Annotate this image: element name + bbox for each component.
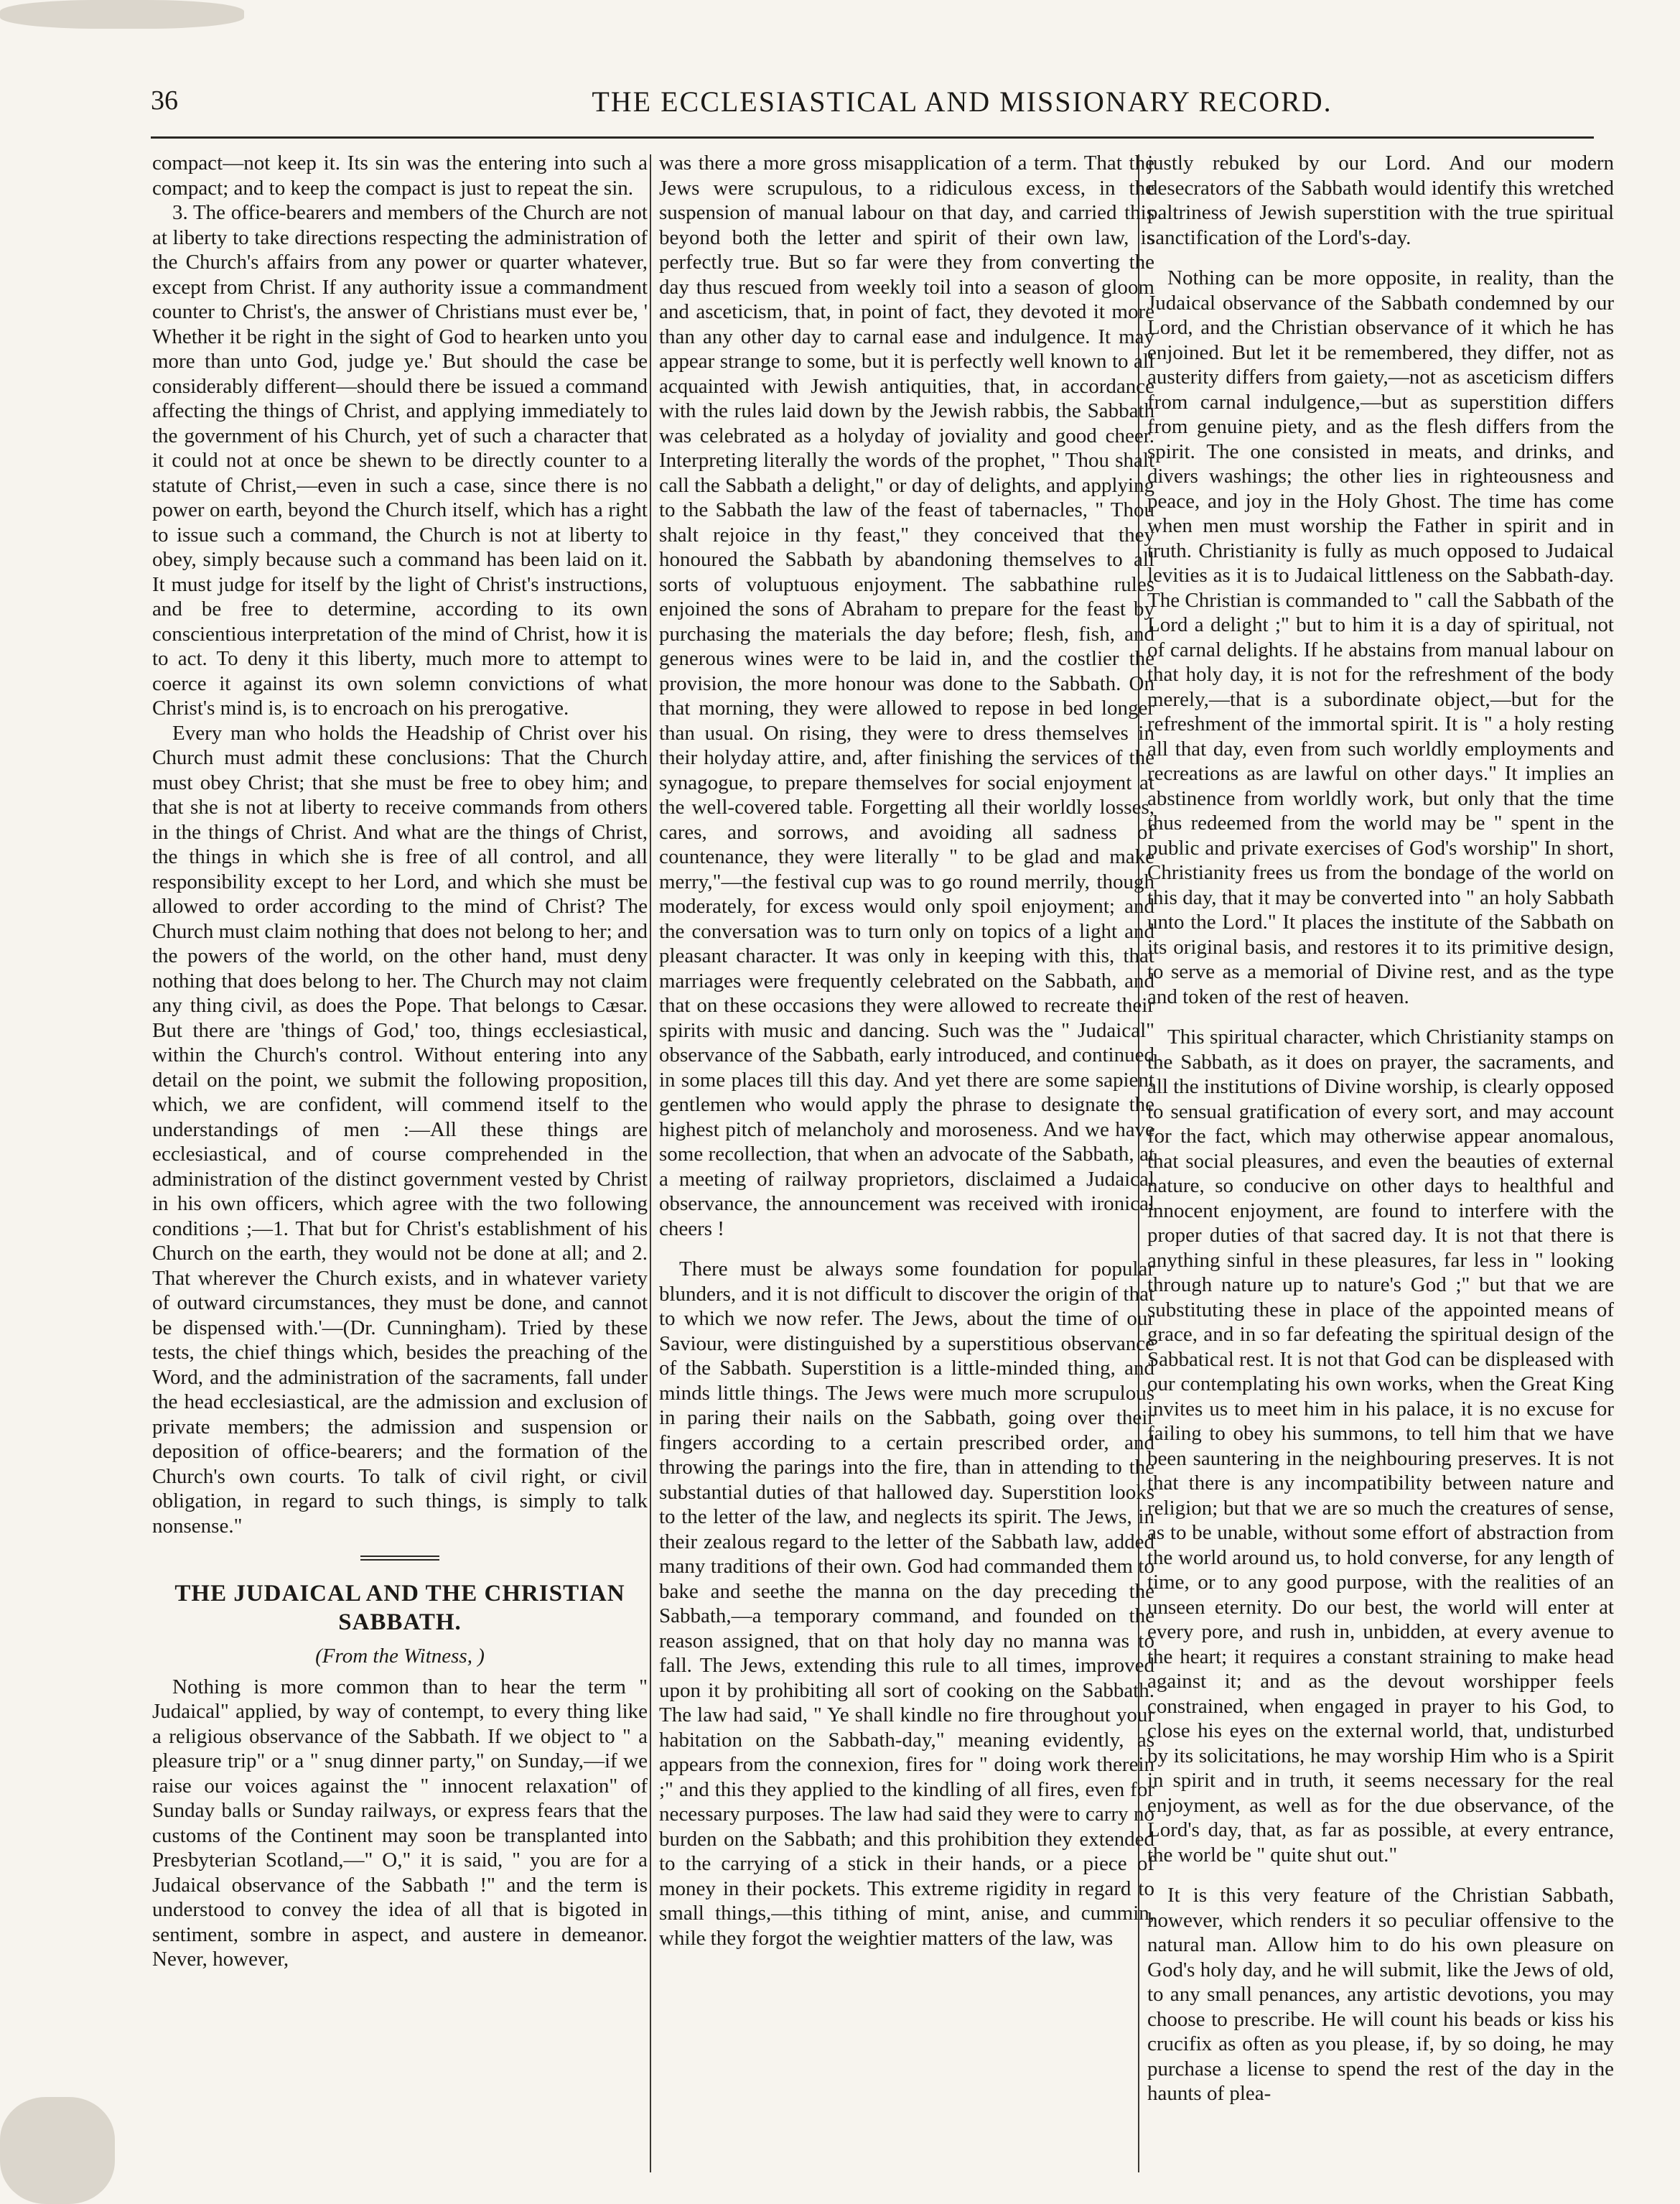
paragraph: 3. The office-bearers and members of the Church are not at liberty to take directions respecting the administration of the Church's affairs from any power or quarter whatever, except from Christ. If any authority issue a commandment counter to Christ's, the answer of Christians must ever be, ' Whether it be right in the sight of God to hearken unto you more than unto God, judge ye.' But should the case be considerably different—should there be issued a command affecting the things of Christ, and applying immediately to the government of his Church, yet of such a character that it could not at once be shewn to be directly counter to a statute of Christ,—even in such a case, since there is no power on earth, beyond the Church itself, which has a right to issue such a command, the Church is not at liberty to obey, simply because such a command has been laid on it. It must judge for itself by the light of Christ's instructions, and be free to determine, according to its own conscientious interpretation of the mind of Christ, how it is to act. To deny it this liberty, much more to attempt to coerce it against its own solemn convictions of what Christ's mind is, is to encroach on his prerogative. — [152, 201, 648, 720]
page-header — [151, 85, 1587, 128]
page-number: 36 — [151, 85, 178, 116]
column-divider — [650, 154, 651, 2172]
column-1 — [152, 151, 648, 2180]
column-3 — [1147, 151, 1614, 2180]
paragraph-gap — [1147, 1009, 1614, 1025]
section-divider — [360, 1556, 439, 1561]
paragraph-gap — [1147, 250, 1614, 266]
paragraph-gap — [659, 1241, 1154, 1257]
paragraph: was there a more gross misapplication of a term. That the Jews were scrupulous, to a ridiculous excess, in the suspension of manual labour on that day, and carried this beyond both the letter and spirit of their own law, is perfectly true. But so far were they from converting the day thus rescued from weekly toil into a season of gloom and asceticism, that, in point of fact, they devoted it more than any other day to carnal ease and indulgence. It may appear strange to some, but it is perfectly well known to all acquainted with Jewish antiquities, that, in accordance with the rules laid down by the Jewish rabbis, the Sabbath was celebrated as a holyday of joviality and good cheer. Interpreting literally the words of the prophet, " Thou shalt call the Sabbath a delight," or day of delights, and applying to the Sabbath the law of the feast of tabernacles, " Thou shalt rejoice in thy feast," they conceived that they honoured the Sabbath by abandoning themselves to all sorts of voluptuous enjoyment. The sabbathine rules enjoined the sons of Abraham to prepare for the feast by purchasing the materials the day before; flesh, fish, and generous wines were to be laid in, and the costlier the provision, the more honour was done to the Sabbath. On that morning, they were allowed to repose in bed longer than usual. On rising, they were to dress themselves in their holyday attire, and, after finishing the services of the synagogue, to prepare themselves for social enjoyment at the well-covered table. Forgetting all their worldly losses, cares, and sorrows, and avoiding all sadness of countenance, they were literally " to be glad and make merry,"—the festival cup was to go round merrily, though moderately, for excess would only spoil enjoyment; and the conversation was to turn only on topics of a light and pleasant character. It was only in keeping with this, that marriages were frequently celebrated on the Sabbath, and that on these occasions they were allowed to recreate their spirits with music and dancing. Such was the " Judaical" observance of the Sabbath, early introduced, and continued in some places till this day. And yet there are some sapient gentlemen who would apply the phrase to designate the highest pitch of melancholy and moroseness. And we have some recollection, that when an advocate of the Sabbath, at a meeting of railway proprietors, disclaimed a Judaical observance, the announcement was received with ironical cheers ! — [659, 152, 1154, 1240]
header-rule — [151, 136, 1594, 139]
column-2 — [659, 151, 1154, 2180]
running-head: THE ECCLESIASTICAL AND MISSIONARY RECORD. — [592, 85, 1333, 118]
paragraph: Every man who holds the Headship of Christ over his Church must admit these conclusions: That the Church must obey Christ; that she must be free to obey him; and that she is not at liberty to receive commands from others in the things of Christ. And what are the things of Christ, the things in which she is free of all control, and all responsibility except to her Lord, and which she must be allowed to order according to the mind of Christ? The Church must claim nothing that does not belong to her; and the powers of the world, on the other hand, must deny nothing that does belong to her. The Church may not claim any thing civil, as does the Pope. That belongs to Cæsar. But there are 'things of God,' too, things ecclesiastical, within the Church's control. Without entering into any detail on the point, we submit the following proposition, which, we are confident, will commend itself to the understandings of men :—All these things are ecclesiastical, and of course comprehended in the administration of the distinct government vested by Christ in his own officers, which agree with the two following conditions ;—1. That but for Christ's establishment of his Church on the earth, they would not be done at all; and 2. That wherever the Church exists, and in whatever variety of outward circumstances, they must be done, and cannot be dispensed with.'—(Dr. Cunningham). Tried by these tests, the chief things which, besides the preaching of the Word, and the administration of the sacraments, fall under the head ecclesiastical, are the admission and exclusion of private members; the admission and suspension or deposition of office-bearers; and the formation of the Church's own courts. To talk of civil right, or civil obligation, in regard to such things, is simply to talk nonsense." — [152, 721, 648, 1538]
paragraph: This spiritual character, which Christianity stamps on the Sabbath, as it does on prayer, the sacraments, and all the institutions of Divine worship, is clearly opposed to sensual gratification of every sort, and may account for the fact, which may otherwise appear anomalous, that social pleasures, and even the beauties of external nature, so conducive on other days to healthful and innocent enjoyment, are found to interfere with the proper duties of that sacred day. It is not that there is anything sinful in these pleasures, far less in " looking through nature up to nature's God ;" but that we are substituting these in place of the appointed means of grace, and in so far defeating the spiritual design of the Sabbatical rest. It is not that God can be displeased with our contemplating his own works, when the Great King invites us to meet him in his palace, it is no excuse for failing to obey his summons, to tell him that we have been sauntering in the neighbouring preserves. It is not that there is any incompatibility between nature and religion; but that we are so much the creatures of sense, as to be unable, without some effort of abstraction from the world around us, to hold converse, for any length of time, or to any good purpose, with the realities of an unseen eternity. Do our best, the world will enter at every pore, and rush in, unbidden, at every avenue to the heart; it requires a constant straining to make head against it; and as the devout worshipper feels constrained, when engaged in prayer to his God, to close his eyes on the external world, that, undisturbed by its solicitations, he may worship Him who is a Spirit in spirit and in truth, it seems necessary for the real enjoyment, as well as for the due observance, of the Lord's day, that, as far as possible, at every entrance, the world be " quite shut out." — [1147, 1026, 1614, 1866]
page-smudge-top — [0, 0, 244, 29]
article-title: THE JUDAICAL AND THE CHRISTIAN SABBATH. — [174, 1581, 625, 1635]
page-smudge-bottom — [0, 2097, 115, 2204]
paragraph: Nothing is more common than to hear the term " Judaical" applied, by way of contempt, to every thing like a religious observance of the Sabbath. If we object to " a pleasure trip" or a " snug dinner party," on Sunday,—if we raise our voices against the " innocent relaxation" of Sunday balls or Sunday railways, or express fears that the customs of the Continent may soon be transplanted into Presbyterian Scotland,—" O," it is said, " you are for a Judaical observance of the Sabbath !" and the term is understood to convey the idea of all that is bigoted in sentiment, sombre in aspect, and austere in demeanor. Never, however, — [152, 1675, 648, 1971]
paragraph: compact—not keep it. Its sin was the entering into such a compact; and to keep the compact is just to repeat the sin. — [152, 152, 648, 200]
article-source: (From the Witness, ) — [315, 1645, 485, 1668]
paragraph: It is this very feature of the Christian Sabbath, however, which renders it so peculiar offensive to the natural man. Allow him to do his own pleasure on God's holy day, and he will submit, like the Jews of old, to any small penances, any artistic devotions, you may choose to prescribe. He will count his beads or kiss his crucifix as often as you please, if, by so doing, he may purchase a license to spend the rest of the day in the haunts of plea- — [1147, 1884, 1614, 2105]
paragraph: Nothing can be more opposite, in reality, than the Judaical observance of the Sabbath condemned by our Lord, and the Christian observance of it which he has enjoined. But let it be remembered, they differ, not as austerity differs from gaiety,—not as asceticism differs from carnal indulgence,—but as superstition differs from genuine piety, and as the flesh differs from the spirit. The one consisted in meats, and drinks, and divers washings; the other lies in righteousness and peace, and joy in the Holy Ghost. The time has come when men must worship the Father in spirit and in truth. Christianity is fully as much opposed to Judaical levities as it is to Judaical littleness on the Sabbath-day. The Christian is commanded to " call the Sabbath of the Lord a delight ;" but to him it is a day of spiritual, not of carnal delights. If he abstains from manual labour on that holy day, it is not for the refreshment of the body merely,—that is a subordinate object,—but for the refreshment of the immortal spirit. It is " a holy resting all that day, even from such worldly employments and recreations as are lawful on other days." It implies an abstinence from worldly work, but only that the time thus redeemed from the world may be " spent in the public and private exercises of God's worship" In short, Christianity frees us from the bondage of the world on this day, that it may be converted into " an holy Sabbath unto the Lord." It places the institute of the Sabbath on its original basis, and restores it to its primitive design, to serve as a memorial of Divine rest, and as the type and token of the rest of heaven. — [1147, 266, 1614, 1008]
paragraph: There must be always some foundation for popular blunders, and it is not difficult to discover the origin of that to which we now refer. The Jews, about the time of our Saviour, were distinguished by a superstitious observance of the Sabbath. Superstition is a little-minded thing, and minds little things. The Jews were much more scrupulous in paring their nails on the Sabbath, going over their fingers according to a certain prescribed order, and throwing the parings into the fire, than in attending to the substantial duties of that hallowed day. Superstition looks to the letter of the law, and neglects its spirit. The Jews, in their zealous regard to the letter of the Sabbath law, added many traditions of their own. God had commanded them to bake and seethe the manna on the day preceding the Sabbath,—a temporary command, and founded on the reason assigned, that on that holy day no manna was to fall. The Jews, extending this rule to all times, improved upon it by prohibiting all sort of cooking on the Sabbath. The law had said, " Ye shall kindle no fire throughout your habitation on the Sabbath-day," meaning evidently, as appears from the connexion, fires for " doing work therein ;" and this they applied to the kindling of all fires, even for necessary purposes. The law had said they were to carry no burden on the Sabbath; and this prohibition they extended to the carrying of a stick in their hands, or a piece of money in their pockets. This extreme rigidity in regard to small things,—this tithing of mint, anise, and cummin, while they forgot the weightier matters of the law, was — [659, 1257, 1154, 1950]
paragraph-gap — [1147, 1867, 1614, 1883]
paragraph: justly rebuked by our Lord. And our modern desecrators of the Sabbath would identify this wretched paltriness of Jewish superstition with the true spiritual sanctification of the Lord's-day. — [1147, 152, 1614, 249]
